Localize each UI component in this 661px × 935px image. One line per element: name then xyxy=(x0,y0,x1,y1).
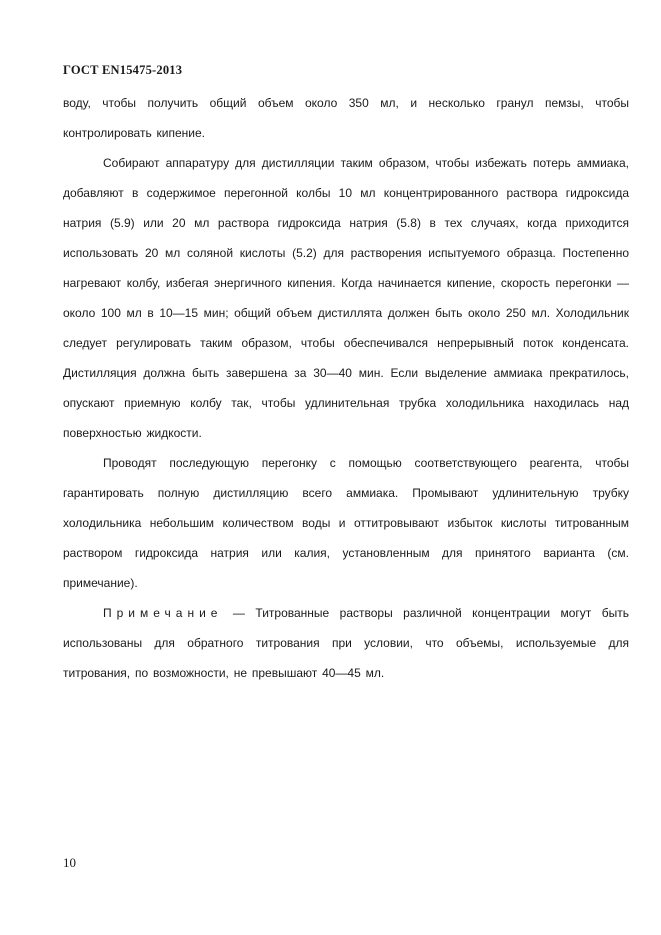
paragraph-second-distillation: Проводят последующую перегонку с помощью соответствующего реагента, чтобы гарантировать полную дистилляцию всего аммиака. Промывают удлинительную трубку холодильника небольшим количеством воды и оттитровывают избыток кислоты титрованным раствором гидроксида натрия или калия, установленным для принятого варианта (см. примечание). xyxy=(63,456,629,590)
paragraph-apparatus-assembly: Собирают аппаратуру для дистилляции таким образом, чтобы избежать потерь аммиака, добавляют в содержимое перегонной колбы 10 мл концентрированного раствора гидроксида натрия (5.9) или 20 мл раствора гидроксида натрия (5.8) в тех случаях, когда приходится использовать 20 мл соляной кислоты (5.2) для растворения испытуемого образца. Постепенно нагревают колбу, избегая энергичного кипения. Когда начинается кипение, скорость перегонки — около 100 мл в 10—15 мин; общий объем дистиллята должен быть около 250 мл. Холодильник следует регулировать таким образом, чтобы обеспечивался непрерывный поток конденсата. Дистилляция должна быть завершена за 30—40 мин. Если выделение аммиака прекратилось, опускают приемную колбу так, чтобы удлинительная трубка холодильника находилась над поверхностью жидкости. xyxy=(63,156,629,440)
note-text: — Титрованные растворы различной концентрации могут быть использованы для обратного титрования при условии, что объемы, используемые для титрования, по возможности, не превышают 40—45 мл. xyxy=(63,606,629,680)
document-header: ГОСТ EN15475-2013 xyxy=(63,63,183,77)
note-label: Примечание xyxy=(103,606,223,620)
document-body xyxy=(63,88,629,688)
note-paragraph xyxy=(63,598,629,688)
paragraph-continuation: воду, чтобы получить общий объем около 350 мл, и несколько гранул пемзы, чтобы контролировать кипение. xyxy=(63,96,629,140)
page-number: 10 xyxy=(63,855,76,870)
